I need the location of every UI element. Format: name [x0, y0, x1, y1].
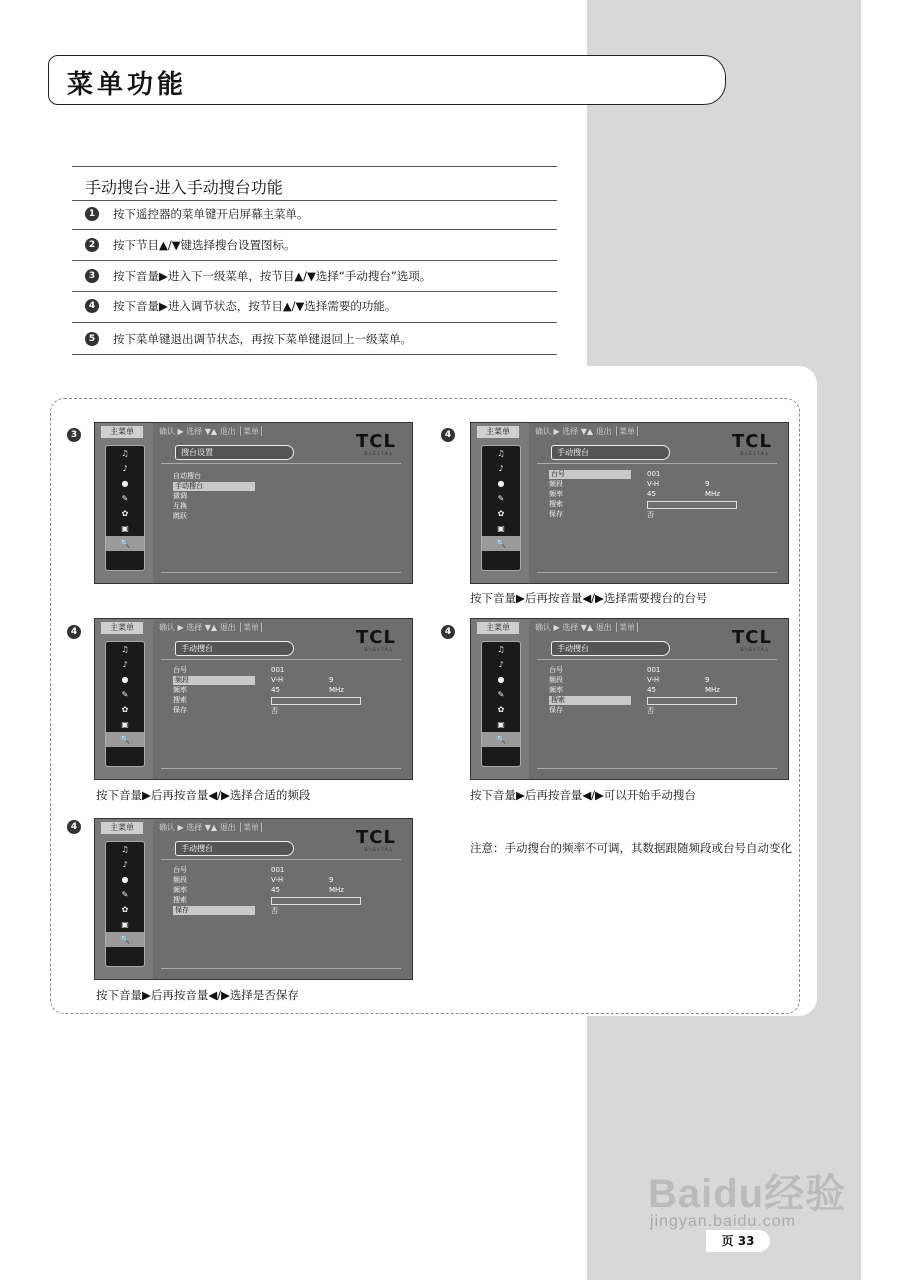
divider — [72, 200, 557, 201]
menu-value: 9 — [705, 676, 710, 684]
menu-row: 保存 — [549, 706, 563, 714]
step-item — [85, 206, 309, 222]
search-progress-bar — [271, 897, 361, 905]
main-menu-label: 主菜单 — [477, 426, 519, 438]
main-menu-label: 主菜单 — [101, 426, 143, 438]
menu-value: 9 — [329, 876, 334, 884]
search-icon: 🔍 — [482, 536, 520, 551]
menu-list — [537, 463, 777, 573]
menu-list — [161, 659, 401, 769]
menu-value: 45 — [647, 686, 656, 694]
menu-row: 台号 — [173, 666, 187, 674]
divider — [72, 260, 557, 261]
menu-tab: 手动搜台 — [551, 641, 670, 656]
icon-column — [481, 641, 521, 767]
picture-icon: ♫ — [121, 449, 129, 458]
search-icon: 🔍 — [482, 732, 520, 747]
menu-list — [537, 659, 777, 769]
sound-icon: ♪ — [498, 464, 504, 473]
tv-topbar: 确认 ▶ 选择 ▼▲ 退出 │菜单│ — [535, 623, 640, 632]
setup-icon: ✎ — [121, 690, 129, 699]
note-text: 注意：手动搜台的频率不可调，其数据跟随频段或台号自动变化 — [470, 841, 792, 855]
search-progress-bar — [647, 501, 737, 509]
search-icon: 🔍 — [106, 932, 144, 947]
function-icon: ● — [497, 675, 505, 684]
screen-number: 4 — [67, 625, 81, 639]
menu-value: V-H — [647, 480, 660, 488]
menu-value: 否 — [271, 707, 278, 715]
feature-icon: ✿ — [121, 905, 129, 914]
search-progress-bar — [647, 697, 737, 705]
main-menu-label: 主菜单 — [101, 622, 143, 634]
setup-icon: ✎ — [121, 890, 129, 899]
divider — [72, 229, 557, 230]
screen-caption: 按下音量▶后再按音量◀/▶可以开始手动搜台 — [470, 788, 696, 802]
tcl-logo: TCL — [732, 627, 772, 648]
menu-value: 001 — [647, 666, 661, 674]
menu-value: 9 — [329, 676, 334, 684]
menu-value: MHz — [705, 686, 720, 694]
sound-icon: ♪ — [122, 860, 128, 869]
menu-row: 频段 — [173, 876, 187, 884]
icon-column — [105, 841, 145, 967]
grid-icon: ▣ — [121, 524, 129, 533]
tcl-logo: TCL — [356, 627, 396, 648]
menu-tab: 搜台设置 — [175, 445, 294, 460]
tv-menu-screen — [470, 422, 789, 584]
picture-icon: ♫ — [121, 845, 129, 854]
step-number: 5 — [85, 332, 99, 346]
menu-row: 台号 — [549, 470, 631, 479]
divider — [72, 322, 557, 323]
menu-row: 频段 — [549, 676, 563, 684]
tv-menu-screen — [94, 422, 413, 584]
screen-number: 4 — [441, 625, 455, 639]
feature-icon: ✿ — [497, 509, 505, 518]
tv-menu-screen — [470, 618, 789, 780]
tv-menu-screen — [94, 618, 413, 780]
feature-icon: ✿ — [121, 705, 129, 714]
tcl-logo: TCL — [356, 827, 396, 848]
menu-value: 否 — [647, 707, 654, 715]
picture-icon: ♫ — [497, 645, 505, 654]
menu-row: 自动搜台 — [173, 472, 201, 480]
menu-value: 001 — [271, 666, 285, 674]
menu-row: 保存 — [173, 706, 187, 714]
grid-icon: ▣ — [121, 920, 129, 929]
screen-number: 3 — [67, 428, 81, 442]
menu-row: 频率 — [173, 886, 187, 894]
menu-value: 45 — [271, 886, 280, 894]
menu-row: 搜索 — [173, 896, 187, 904]
function-icon: ● — [121, 875, 129, 884]
setup-icon: ✎ — [497, 494, 505, 503]
page-edge — [861, 0, 911, 1280]
menu-row: 频段 — [549, 480, 563, 488]
menu-row: 手动搜台 — [173, 482, 255, 491]
logo-subtext: DIGITAL — [364, 847, 394, 852]
screen-caption: 按下音量▶后再按音量◀/▶选择需要搜台的台号 — [470, 591, 708, 605]
step-number: 1 — [85, 207, 99, 221]
menu-value: MHz — [705, 490, 720, 498]
menu-value: V-H — [271, 876, 284, 884]
icon-column — [105, 445, 145, 571]
divider — [72, 291, 557, 292]
menu-row: 台号 — [173, 866, 187, 874]
grid-icon: ▣ — [121, 720, 129, 729]
tcl-logo: TCL — [356, 431, 396, 452]
menu-value: 9 — [705, 480, 710, 488]
menu-tab: 手动搜台 — [175, 641, 294, 656]
menu-row: 频率 — [549, 490, 563, 498]
menu-row: 台号 — [549, 666, 563, 674]
step-item — [85, 331, 412, 347]
tv-topbar: 确认 ▶ 选择 ▼▲ 退出 │菜单│ — [159, 623, 264, 632]
picture-icon: ♫ — [497, 449, 505, 458]
function-icon: ● — [121, 479, 129, 488]
menu-row: 跳跃 — [173, 512, 187, 520]
step-number: 2 — [85, 238, 99, 252]
tv-sidebar — [471, 619, 529, 779]
sound-icon: ♪ — [498, 660, 504, 669]
step-number: 3 — [85, 269, 99, 283]
menu-row: 微调 — [173, 492, 187, 500]
search-icon: 🔍 — [106, 732, 144, 747]
page-title: 菜单功能 — [67, 70, 188, 100]
menu-row: 搜索 — [549, 696, 631, 705]
grid-icon: ▣ — [497, 720, 505, 729]
screen-number: 4 — [441, 428, 455, 442]
menu-row: 搜索 — [173, 696, 187, 704]
page-number: 页 33 — [706, 1230, 770, 1252]
menu-value: 否 — [647, 511, 654, 519]
function-icon: ● — [497, 479, 505, 488]
baidu-watermark-logo: Baidu经验 — [648, 1172, 847, 1216]
menu-row: 保存 — [173, 906, 255, 915]
logo-subtext: DIGITAL — [740, 451, 770, 456]
icon-column — [481, 445, 521, 571]
menu-row: 频率 — [173, 686, 187, 694]
menu-value: MHz — [329, 886, 344, 894]
step-item — [85, 298, 396, 314]
menu-value: 45 — [271, 686, 280, 694]
baidu-watermark-url: jingyan.baidu.com — [650, 1213, 796, 1230]
menu-value: V-H — [647, 676, 660, 684]
screen-number: 4 — [67, 820, 81, 834]
screen-caption: 按下音量▶后再按音量◀/▶选择是否保存 — [96, 988, 299, 1002]
menu-list — [161, 463, 401, 573]
search-progress-bar — [271, 697, 361, 705]
logo-subtext: DIGITAL — [364, 647, 394, 652]
tv-sidebar — [471, 423, 529, 583]
function-icon: ● — [121, 675, 129, 684]
menu-row: 互换 — [173, 502, 187, 510]
menu-row: 频率 — [549, 686, 563, 694]
tv-sidebar — [95, 819, 153, 979]
logo-subtext: DIGITAL — [364, 451, 394, 456]
tcl-logo: TCL — [732, 431, 772, 452]
step-text: 按下菜单键退出调节状态，再按下菜单键退回上一级菜单。 — [113, 332, 412, 346]
setup-icon: ✎ — [121, 494, 129, 503]
search-icon: 🔍 — [106, 536, 144, 551]
menu-tab: 手动搜台 — [175, 841, 294, 856]
menu-value: 001 — [271, 866, 285, 874]
tv-topbar: 确认 ▶ 选择 ▼▲ 退出 │菜单│ — [159, 427, 264, 436]
menu-list — [161, 859, 401, 969]
menu-row: 频段 — [173, 676, 255, 685]
logo-subtext: DIGITAL — [740, 647, 770, 652]
divider — [72, 166, 557, 167]
step-text: 按下遥控器的菜单键开启屏幕主菜单。 — [113, 207, 309, 221]
title-box — [48, 55, 726, 105]
icon-column — [105, 641, 145, 767]
tv-sidebar — [95, 619, 153, 779]
menu-value: 45 — [647, 490, 656, 498]
divider — [72, 354, 557, 355]
tv-menu-screen — [94, 818, 413, 980]
menu-row: 保存 — [549, 510, 563, 518]
setup-icon: ✎ — [497, 690, 505, 699]
menu-value: V-H — [271, 676, 284, 684]
sound-icon: ♪ — [122, 660, 128, 669]
menu-tab: 手动搜台 — [551, 445, 670, 460]
menu-value: 否 — [271, 907, 278, 915]
sound-icon: ♪ — [122, 464, 128, 473]
section-heading: 手动搜台-进入手动搜台功能 — [85, 178, 283, 197]
tv-sidebar — [95, 423, 153, 583]
menu-row: 搜索 — [549, 500, 563, 508]
step-item — [85, 237, 296, 253]
main-menu-label: 主菜单 — [101, 822, 143, 834]
step-item — [85, 268, 431, 284]
tv-topbar: 确认 ▶ 选择 ▼▲ 退出 │菜单│ — [159, 823, 264, 832]
picture-icon: ♫ — [121, 645, 129, 654]
step-text: 按下音量▶进入调节状态，按节目▲/▼选择需要的功能。 — [113, 299, 397, 313]
step-text: 按下音量▶进入下一级菜单，按节目▲/▼选择“手动搜台”选项。 — [113, 269, 432, 283]
step-text: 按下节目▲/▼键选择搜台设置图标。 — [113, 238, 296, 252]
menu-value: 001 — [647, 470, 661, 478]
main-menu-label: 主菜单 — [477, 622, 519, 634]
grid-icon: ▣ — [497, 524, 505, 533]
step-number: 4 — [85, 299, 99, 313]
tv-topbar: 确认 ▶ 选择 ▼▲ 退出 │菜单│ — [535, 427, 640, 436]
menu-value: MHz — [329, 686, 344, 694]
feature-icon: ✿ — [121, 509, 129, 518]
feature-icon: ✿ — [497, 705, 505, 714]
screen-caption: 按下音量▶后再按音量◀/▶选择合适的频段 — [96, 788, 311, 802]
